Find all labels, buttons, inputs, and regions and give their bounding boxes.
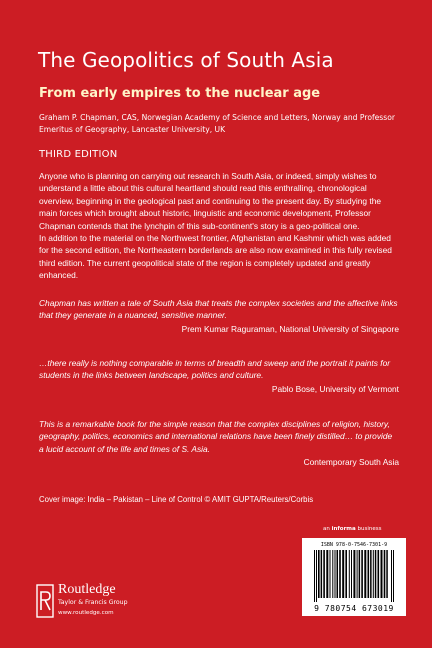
informa-business-tag (323, 526, 381, 532)
barcode-stripe (393, 550, 394, 602)
cover-image-credit: Cover image: India – Pakistan – Line of Control © AMIT GUPTA/Reuters/Corbis (39, 495, 314, 504)
description-paragraph-1: Anyone who is planning on carrying out research in South Asia, or indeed, simply wishes to understand a little about this cultural heartland should read this enthralling, chronological overview, beginning in the geological past and continuing to the present day. By studying the main forces which brought about historic, linguistic and economic development, Professor Chapman contends that the lynchpin of this sub-continent's story is a geo-political one. (39, 171, 382, 231)
barcode-stripe (318, 550, 320, 598)
barcode-stripe (353, 550, 355, 598)
barcode-stripe (332, 550, 333, 598)
barcode-stripe (368, 550, 370, 598)
barcode-stripe (378, 550, 380, 598)
barcode-stripe (391, 550, 392, 602)
barcode-stripe (349, 550, 350, 598)
edition-label: THIRD EDITION (39, 149, 118, 160)
review-text: This is a remarkable book for the simple reason that the complex disciplines of religion, history, geography, politics, economics and international relations have been finely distilled… to provide a lucid account of the life and times of S. Asia. (39, 419, 393, 454)
review-source: Contemporary South Asia (303, 457, 399, 468)
book-title: The Geopolitics of South Asia (38, 48, 334, 72)
barcode-stripe (384, 550, 386, 598)
publisher-name: Routledge (58, 582, 116, 597)
barcode-stripe (330, 550, 331, 598)
barcode-stripe (339, 550, 341, 598)
review-quote (39, 297, 399, 335)
barcode-stripe (357, 550, 358, 598)
routledge-logo-icon (36, 584, 54, 618)
barcode-stripe (370, 550, 372, 598)
barcode-digits: 9 780754 673019 (314, 604, 394, 613)
barcode-stripe (314, 550, 315, 602)
informa-suffix: business (355, 526, 382, 532)
informa-brand: informa (331, 526, 356, 532)
barcode-stripe (337, 550, 339, 598)
isbn-label: ISBN 978-0-7546-7301-9 (320, 542, 388, 548)
review-quote (39, 418, 399, 469)
barcode-stripe (335, 550, 336, 598)
review-quote (39, 357, 399, 395)
isbn-barcode (302, 538, 406, 616)
barcode-stripe (375, 550, 377, 598)
review-text: …there really is nothing comparable in terms of breadth and sweep and the portrait it paints for students in the links between landscape, politics and culture. (39, 358, 391, 381)
barcode-stripe (361, 550, 363, 598)
barcode-stripe (359, 550, 361, 598)
barcode-stripe (351, 550, 352, 598)
publisher-url: www.routledge.com (58, 610, 114, 616)
barcode-stripe (323, 550, 325, 598)
review-source: Prem Kumar Raguraman, National University of Singapore (181, 323, 399, 334)
barcode-stripe (342, 550, 344, 598)
informa-prefix: an (323, 526, 332, 532)
barcode-stripe (364, 550, 366, 598)
barcode-stripe (321, 550, 323, 598)
author-credit: Graham P. Chapman, CAS, Norwegian Academy of Science and Letters, Norway and Professor Emeritus of Geography, Lancaster University, UK (39, 113, 395, 134)
book-subtitle: From early empires to the nuclear age (39, 86, 321, 101)
barcode-stripe (381, 550, 383, 598)
review-text: Chapman has written a tale of South Asia that treats the complex societies and the affective links that they generate in a nuanced, sensitive manner. (39, 298, 398, 321)
publisher-group: Taylor & Francis Group (58, 599, 128, 606)
barcode-stripe (326, 550, 328, 598)
description-paragraph-2: In addition to the material on the Northwest frontier, Afghanistan and Kashmir which was added for the second edition, the Northeastern borderlands are also now examined in this fully revised third edition. The current geopolitical state of the region is completely updated and greatly enhanced. (39, 233, 392, 281)
barcode-bars (314, 550, 394, 602)
barcode-stripe (386, 550, 388, 598)
barcode-stripe (345, 550, 347, 598)
barcode-stripe (373, 550, 374, 598)
barcode-stripe (316, 550, 317, 602)
review-source: Pablo Bose, University of Vermont (271, 383, 399, 394)
